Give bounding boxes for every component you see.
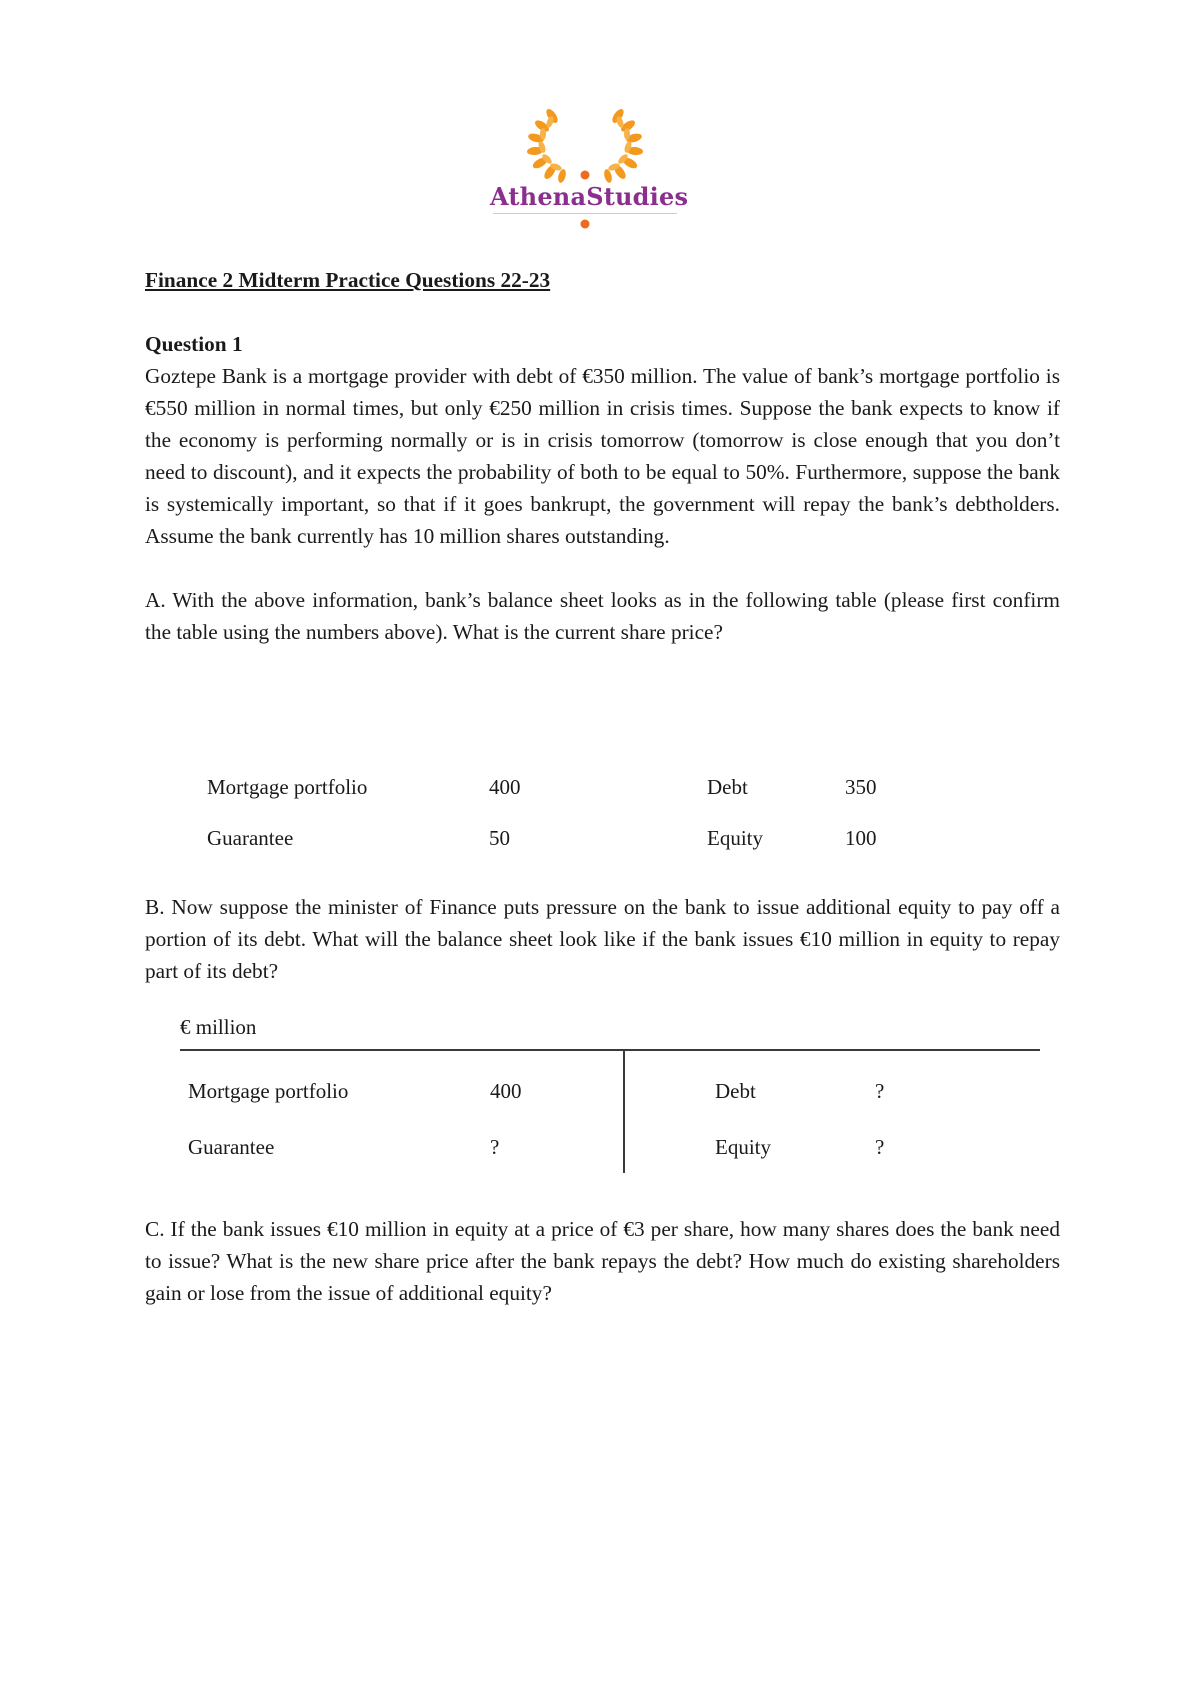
table-b-liability-label: Debt xyxy=(715,1079,756,1103)
spacer xyxy=(145,648,1060,771)
table-b-asset-label: Guarantee xyxy=(188,1135,275,1159)
spacer xyxy=(145,987,1060,1011)
spacer xyxy=(145,1191,1060,1213)
table-b-unit-label: € million xyxy=(180,1015,257,1039)
question-intro: Goztepe Bank is a mortgage provider with debt of €350 million. The value of bank’s mortgage portfolio is €550 million in normal times, but only €250 million in crisis times. Suppose the bank expects to know if the economy is performing normally or is in crisis tomorrow (tomorrow is close enough that you don’t need to discount), and it expects the probability of both to be equal to 50%. Furthermore, suppose the bank is systemically important, so that if it goes bankrupt, the government will repay the bank’s debtholders. Assume the bank currently has 10 million shares outstanding. xyxy=(145,364,1060,548)
spacer xyxy=(145,552,1060,584)
document-body xyxy=(145,264,1060,1309)
balance-sheet-table-a xyxy=(207,771,1060,871)
athenastudies-logo xyxy=(490,100,689,235)
table-b-asset-label: Mortgage portfolio xyxy=(188,1079,349,1103)
table-a-asset-value: 400 xyxy=(489,775,521,799)
brand-name: AthenaStudies xyxy=(490,182,689,211)
part-c-text: C. If the bank issues €10 million in equity at a price of €3 per share, how many shares does the bank need to issue? What is the new share price after the bank repays the debt? How much do existing shareholders gain or lose from the issue of additional equity? xyxy=(145,1217,1060,1305)
part-b-text: B. Now suppose the minister of Finance puts pressure on the bank to issue additional equity to pay off a portion of its debt. What will the balance sheet look like if the bank issues €10 million in equity to repay part of its debt? xyxy=(145,895,1060,983)
table-a-liability-label: Debt xyxy=(707,775,748,799)
table-a-asset-label: Guarantee xyxy=(207,826,294,850)
question-label: Question 1 xyxy=(145,332,243,356)
spacer xyxy=(145,871,1060,891)
document-title: Finance 2 Midterm Practice Questions 22-23 xyxy=(145,268,551,292)
logo-divider xyxy=(493,213,677,214)
table-b-liability-value: ? xyxy=(875,1135,885,1159)
table-a-liability-value: 350 xyxy=(845,775,877,799)
table-b-asset-value: 400 xyxy=(490,1079,522,1103)
logo-dot-icon xyxy=(579,218,591,230)
table-a-liability-label: Equity xyxy=(707,826,763,850)
table-b-divider xyxy=(623,1049,625,1173)
table-b-top-rule xyxy=(180,1049,1040,1051)
table-b-liability-label: Equity xyxy=(715,1135,771,1159)
balance-sheet-table-b xyxy=(180,1011,1040,1191)
table-a-asset-value: 50 xyxy=(489,826,510,850)
table-b-liability-value: ? xyxy=(875,1079,885,1103)
table-a-liability-value: 100 xyxy=(845,826,877,850)
table-b-asset-value: ? xyxy=(490,1135,500,1159)
laurel-wreath-icon xyxy=(490,100,680,190)
table-a-asset-label: Mortgage portfolio xyxy=(207,775,368,799)
part-a-text: A. With the above information, bank’s balance sheet looks as in the following table (please first confirm the table using the numbers above). What is the current share price? xyxy=(145,588,1060,644)
